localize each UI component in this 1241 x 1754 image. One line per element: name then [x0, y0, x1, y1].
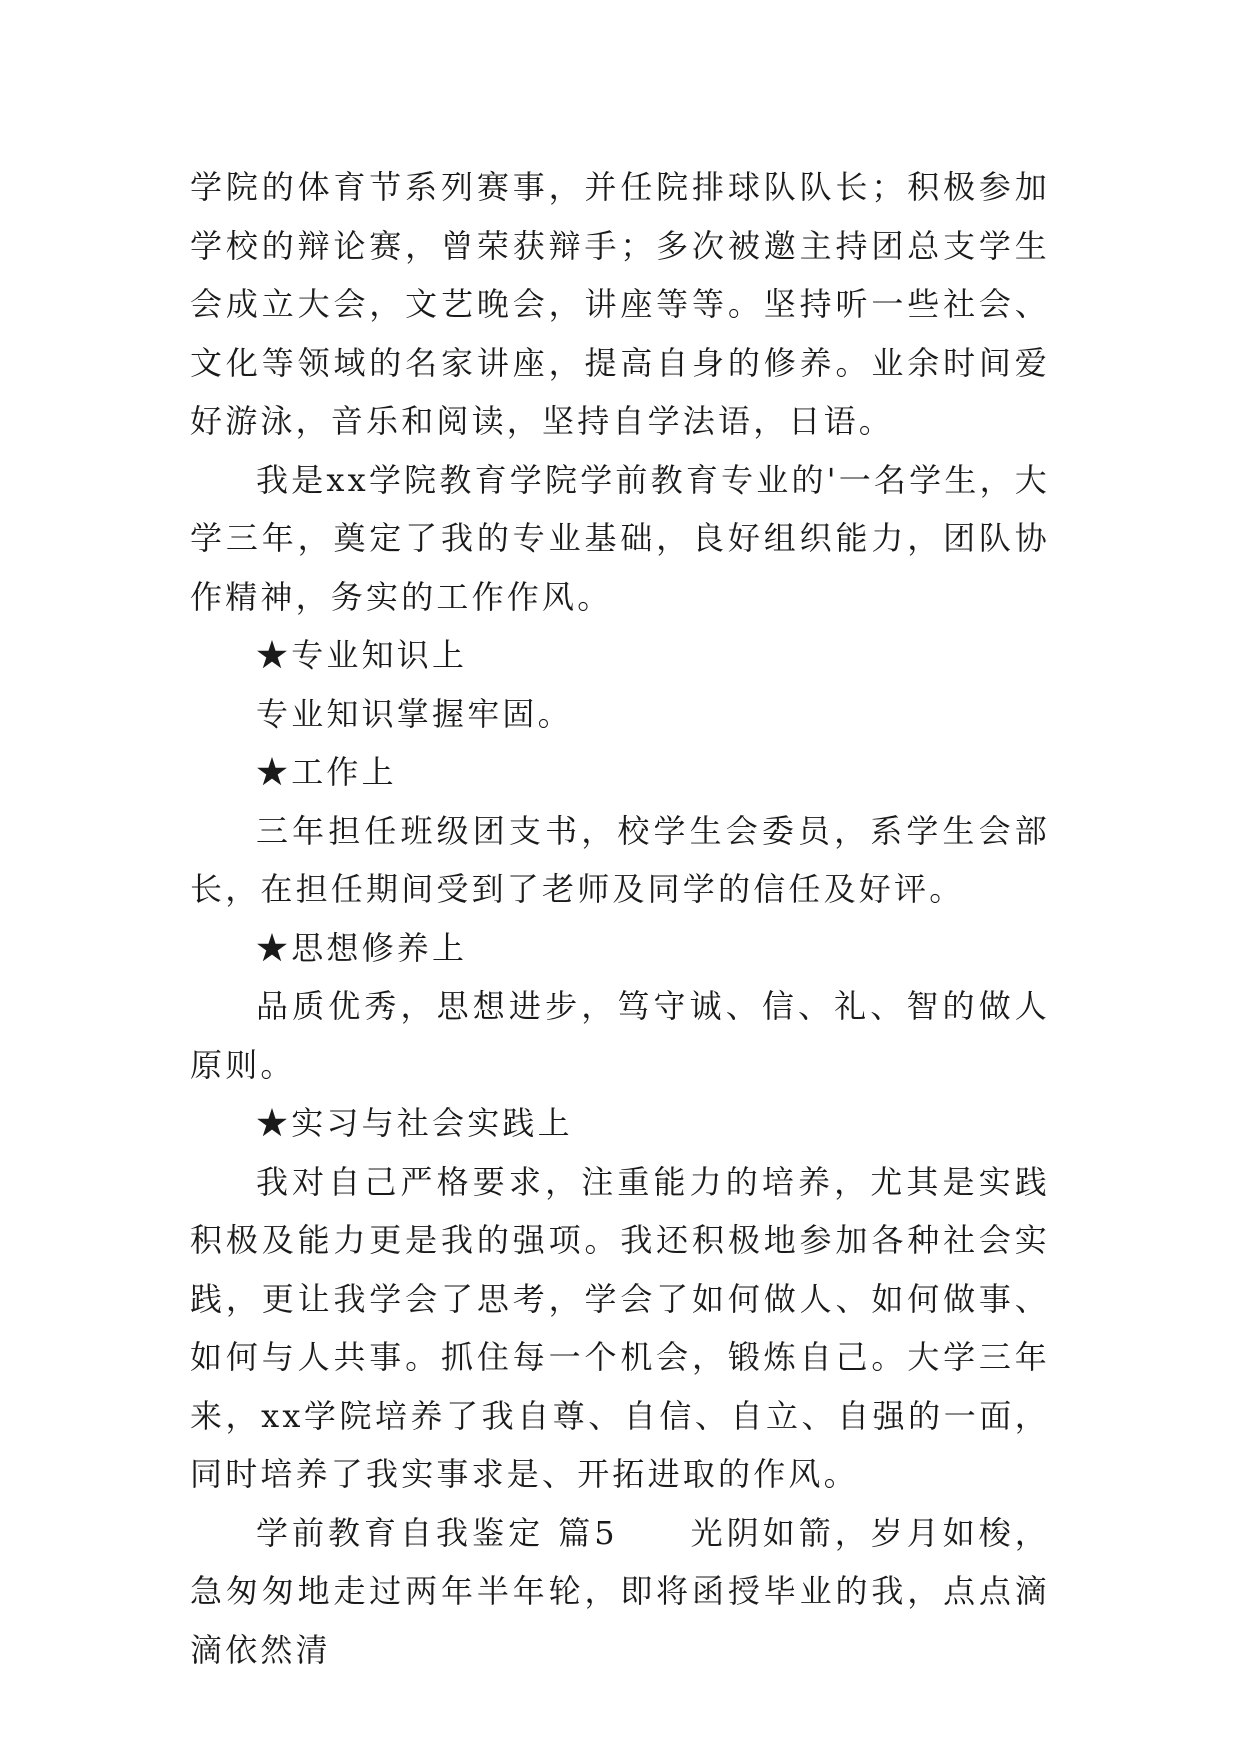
paragraph-introduction: 我是xx学院教育学院学前教育专业的'一名学生，大学三年，奠定了我的专业基础，良好组织能力，团队协作精神，务实的工作作风。 — [190, 460, 1050, 616]
section-heading-work: ★工作上 — [256, 753, 397, 791]
paragraph-article-5-opening: 学前教育自我鉴定 篇5 光阴如箭，岁月如梭，急匆匆地走过两年半年轮，即将函授毕业的我，点点滴滴依然清 — [190, 1513, 1050, 1669]
paragraph-work: 三年担任班级团支书，校学生会委员，系学生会部长，在担任期间受到了老师及同学的信任及好评。 — [190, 811, 1050, 908]
section-heading-practice: ★实习与社会实践上 — [256, 1104, 573, 1142]
document-body — [190, 158, 1050, 1679]
paragraph-activities: 学院的体育节系列赛事，并任院排球队队长；积极参加学校的辩论赛，曾荣获辩手；多次被邀主持团总支学生会成立大会，文艺晚会，讲座等等。坚持听一些社会、文化等领域的名家讲座，提高自身的修养。业余时间爱好游泳，音乐和阅读，坚持自学法语，日语。 — [190, 168, 1050, 440]
paragraph-practice: 我对自己严格要求，注重能力的培养，尤其是实践积极及能力更是我的强项。我还积极地参加各种社会实践，更让我学会了思考，学会了如何做人、如何做事、如何与人共事。抓住每一个机会，锻炼自己。大学三年来，xx学院培养了我自尊、自信、自立、自强的一面，同时培养了我实事求是、开拓进取的作风。 — [190, 1162, 1050, 1493]
section-heading-ideology: ★思想修养上 — [256, 928, 468, 967]
paragraph-ideology: 品质优秀，思想进步，笃守诚、信、礼、智的做人原则。 — [190, 987, 1050, 1084]
section-heading-professional-knowledge: ★专业知识上 — [256, 636, 468, 674]
paragraph-professional-knowledge: 专业知识掌握牢固。 — [256, 694, 573, 733]
